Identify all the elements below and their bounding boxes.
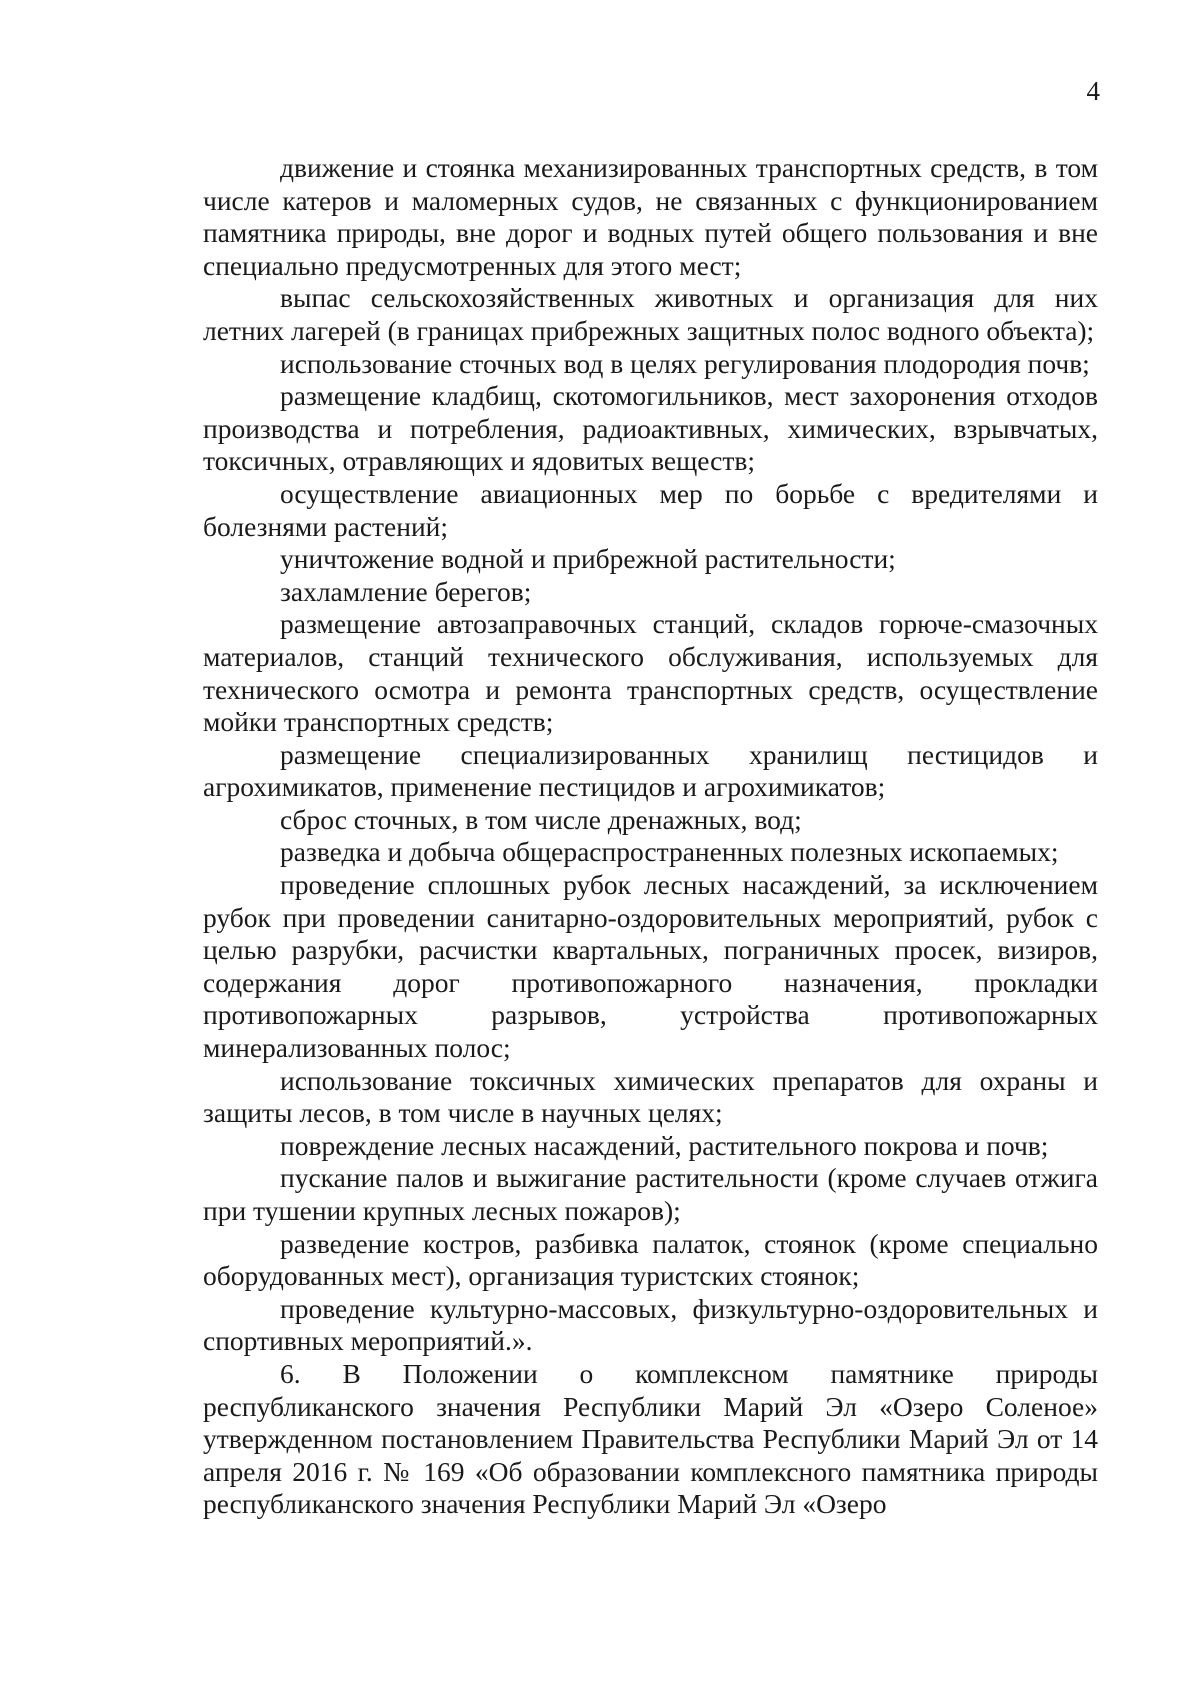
document-body <box>203 152 1098 1521</box>
paragraph-wastewater-use: использование сточных вод в целях регулирования плодородия почв; <box>280 347 1090 379</box>
paragraph-clear-cutting: проведение сплошных рубок лесных насаждений, за исключением рубок при проведении санитарно-оздоровительных мероприятий, рубок с целью разрубки, расчистки квартальных, пограничных просек, визиров, содержания дорог противопожарного назначения, прокладки противопожарных разрывов, устройства противопожарных минерализованных полос; <box>203 869 1098 1064</box>
paragraph-burning: пускание палов и выжигание растительности (кроме случаев отжига при тушении крупных лесных пожаров); <box>203 1162 1098 1226</box>
paragraph-vegetation-destruction: уничтожение водной и прибрежной растительности; <box>280 543 896 575</box>
paragraph-aviation-pest-control: осуществление авиационных мер по борьбе с вредителями и болезнями растений; <box>203 477 1098 542</box>
paragraph-fuel-stations: размещение автозаправочных станций, складов горюче-смазочных материалов, станций технического обслуживания, используемых для технического осмотра и ремонта транспортных средств, осуществление мойки транспортных средств; <box>203 608 1098 738</box>
paragraph-vehicle-movement: движение и стоянка механизированных транспортных средств, в том числе катеров и маломерных судов, не связанных с функционированием памятника природы, вне дорог и водных путей общего пользования и вне специально предусмотренных для этого мест; <box>203 152 1098 281</box>
paragraph-item-6: 6. В Положении о комплексном памятнике природы республиканского значения Республики Марий Эл «Озеро Соленое» утвержденном постановлением Правительства Республики Марий Эл от 14 апреля 2016 г. № 169 «Об образовании комплексного памятника природы республиканского значения Республики Марий Эл «Озеро <box>203 1357 1098 1520</box>
page-number: 4 <box>1086 76 1100 106</box>
paragraph-toxic-chemicals: использование токсичных химических препаратов для охраны и защиты лесов, в том числе в научных целях; <box>203 1064 1098 1129</box>
paragraph-livestock-grazing: выпас сельскохозяйственных животных и организация для них летних лагерей (в границах прибрежных защитных полос водного объекта); <box>203 282 1098 346</box>
paragraph-vegetation-damage: повреждение лесных насаждений, растительного покрова и почв; <box>280 1129 1049 1161</box>
paragraph-campfires: разведение костров, разбивка палаток, стоянок (кроме специально оборудованных мест), организация туристских стоянок; <box>203 1227 1098 1292</box>
paragraph-cemeteries: размещение кладбищ, скотомогильников, мест захоронения отходов производства и потребления, радиоактивных, химических, взрывчатых, токсичных, отравляющих и ядовитых веществ; <box>203 380 1098 477</box>
paragraph-pesticide-storage: размещение специализированных хранилищ пестицидов и агрохимикатов, применение пестицидов и агрохимикатов; <box>203 738 1098 803</box>
paragraph-mineral-extraction: разведка и добыча общераспространенных полезных ископаемых; <box>280 836 1059 868</box>
paragraph-sewage-discharge: сброс сточных, в том числе дренажных, вод; <box>280 803 802 835</box>
paragraph-shore-littering: захламление берегов; <box>280 575 532 607</box>
paragraph-mass-events: проведение культурно-массовых, физкультурно-оздоровительных и спортивных мероприятий.». <box>203 1292 1098 1357</box>
